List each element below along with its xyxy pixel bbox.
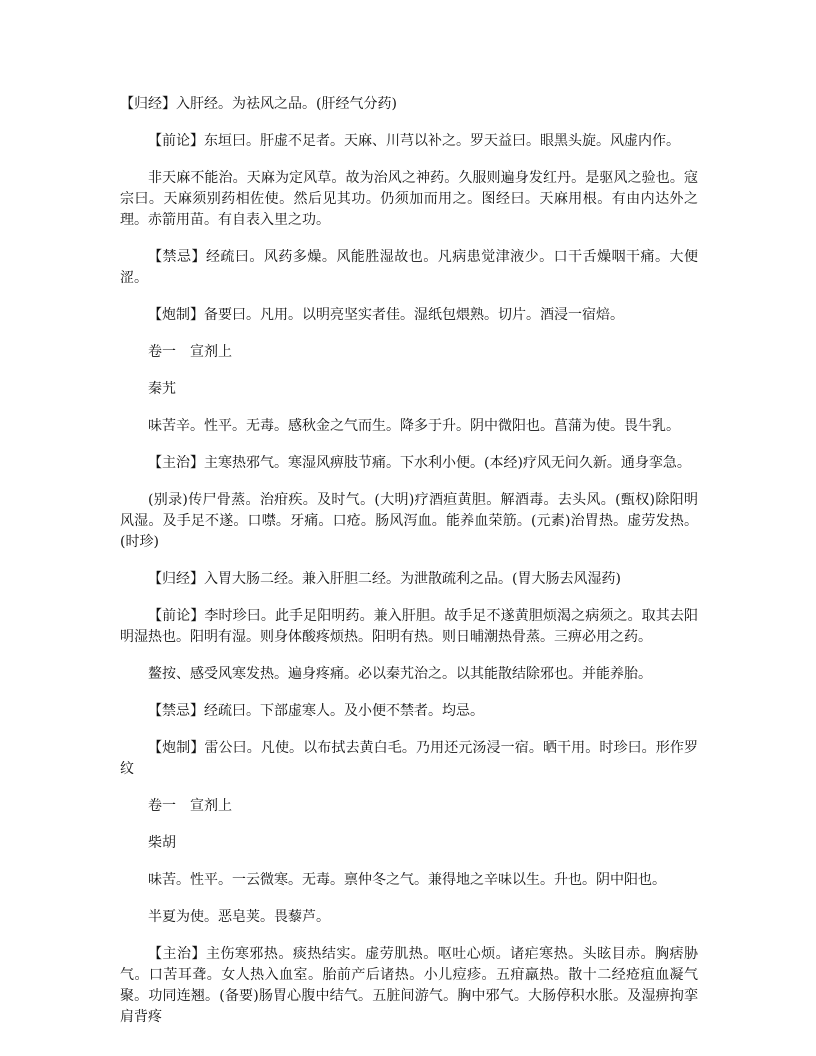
herb-title-chaihu: 柴胡 xyxy=(148,835,176,851)
paragraph-zhuzhi-qinjiao: 【主治】主寒热邪气。寒湿风痹肢节痛。下水利小便。(本经)疗风无问久新。通身挛急。 xyxy=(148,455,691,471)
paragraph-zhuzhi-chaihu: 【主治】主伤寒邪热。痰热结实。虚劳肌热。呕吐心烦。诸疟寒热。头眩目赤。胸痞胁气。口苦耳聋。女人热入血室。胎前产后诸热。小儿痘疹。五疳羸热。散十二经疮疽血凝气聚。功同连翘。(备要)肠胃心腹中结气。五脏间游气。胸中邪气。大肠停积水胀。及湿痹拘挛肩背疼 xyxy=(120,946,698,1025)
herb-title-qinjiao: 秦艽 xyxy=(148,381,176,397)
section-heading: 卷一 宣剂上 xyxy=(148,798,232,814)
paragraph-compat-chaihu: 半夏为使。恶皂荚。畏藜芦。 xyxy=(148,909,330,925)
paragraph-aoan-qinjiao: 鳌按、感受风寒发热。遍身疼痛。必以秦艽治之。以其能散结除邪也。并能养胎。 xyxy=(148,666,652,682)
section-heading: 卷一 宣剂上 xyxy=(148,344,232,360)
paragraph-qianlun-qinjiao: 【前论】李时珍曰。此手足阳明药。兼入肝胆。故手足不遂黄胆烦渴之病须之。取其去阳明湿热也。阳明有湿。则身体酸疼烦热。阳明有热。则日晡潮热骨蒸。三痹必用之药。 xyxy=(120,608,698,645)
paragraph-properties-qinjiao: 味苦辛。性平。无毒。感秋金之气而生。降多于升。阴中微阳也。菖蒲为使。畏牛乳。 xyxy=(148,418,680,434)
paragraph-properties-chaihu: 味苦。性平。一云微寒。无毒。禀仲冬之气。兼得地之辛味以生。升也。阴中阳也。 xyxy=(148,872,666,888)
paragraph-guijing-tianma: 【归经】入肝经。为祛风之品。(肝经气分药) xyxy=(120,96,397,112)
document-page xyxy=(120,94,698,1044)
paragraph-jinji-qinjiao: 【禁忌】经疏曰。下部虚寒人。及小便不禁者。均忌。 xyxy=(148,703,484,719)
paragraph-paozhi-tianma: 【炮制】备要曰。凡用。以明亮坚实者佳。湿纸包煨熟。切片。酒浸一宿焙。 xyxy=(148,307,624,323)
paragraph-jinji-tianma: 【禁忌】经疏曰。风药多燥。风能胜湿故也。凡病患觉津液少。口干舌燥咽干痛。大便涩。 xyxy=(120,249,698,286)
paragraph-qianlun-tianma-cont: 非天麻不能治。天麻为定风草。故为治风之神药。久服则遍身发红丹。是驱风之验也。寇宗曰。天麻须别药相佐使。然后见其功。仍须加而用之。图经曰。天麻用根。有由内达外之理。赤箭用苗。有自表入里之功。 xyxy=(120,170,698,228)
paragraph-guijing-qinjiao: 【归经】入胃大肠二经。兼入肝胆二经。为泄散疏利之品。(胃大肠去风湿药) xyxy=(148,571,621,587)
paragraph-paozhi-qinjiao: 【炮制】雷公曰。凡使。以布拭去黄白毛。乃用还元汤浸一宿。晒干用。时珍曰。形作罗纹 xyxy=(120,740,698,777)
paragraph-qianlun-tianma: 【前论】东垣曰。肝虚不足者。天麻、川芎以补之。罗天益曰。眼黑头旋。风虚内作。 xyxy=(148,133,680,149)
paragraph-zhuzhi-qinjiao-cont: (别录)传尸骨蒸。治疳疾。及时气。(大明)疗酒疸黄胆。解酒毒。去头风。(甄权)除阳明风湿。及手足不遂。口噤。牙痛。口疮。肠风泻血。能养血荣筋。(元素)治胃热。虚劳发热。(时珍) xyxy=(120,492,698,550)
